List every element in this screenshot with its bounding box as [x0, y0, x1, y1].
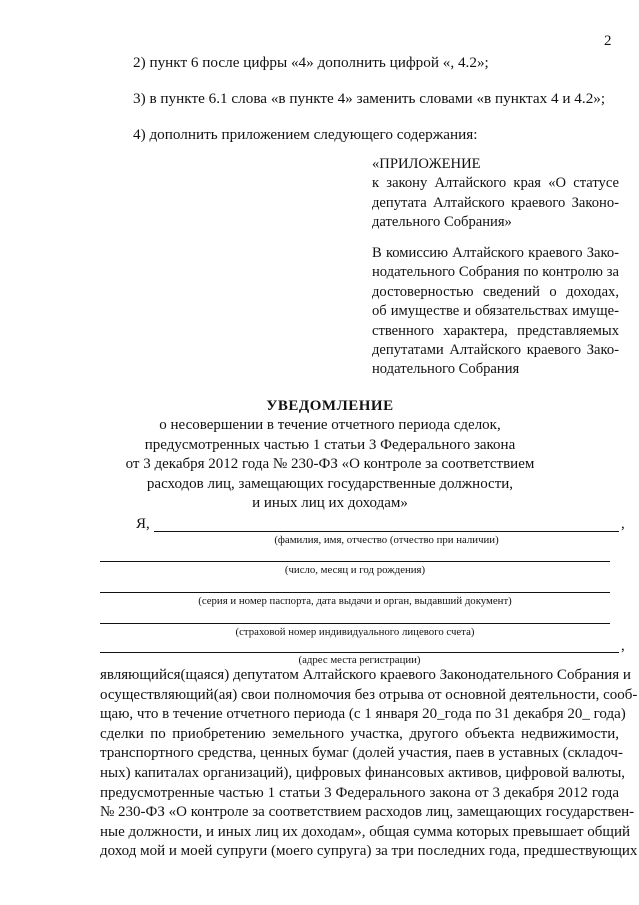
birth-date-field[interactable]	[100, 561, 610, 562]
body-line: являющийся(щаяся) депутатом Алтайского краевого Законодательного Собрания и	[100, 667, 631, 683]
full-name-caption: (фамилия, имя, отчество (отчество при наличии)	[274, 534, 499, 546]
body-line: осуществляющий(ая) свои полномочия без отрыва от основной деятельности, сооб-	[100, 686, 638, 703]
appendix-line: депутата Алтайского краевого Законо-	[372, 194, 619, 211]
notice-heading	[120, 397, 540, 513]
notice-subtitle-line: предусмотренных частью 1 статьи 3 Федерального закона	[144, 436, 516, 453]
body-line: ных) капиталах организаций), цифровых финансовых активов, цифровой валюты,	[100, 764, 626, 781]
notice-subtitle-line: от 3 декабря 2012 года № 230-ФЗ «О контроле за соответствием	[125, 456, 535, 473]
page-number: 2	[604, 33, 612, 49]
passport-field[interactable]	[100, 592, 610, 593]
body-line: щаю, что в течение отчетного периода (с 1 января 20_года по 31 декабря 20_ года)	[100, 706, 626, 723]
addressee-line: нодательного Собрания	[372, 361, 520, 378]
appendix-line: к закону Алтайского края «О статусе	[372, 175, 619, 192]
addressee-block	[372, 244, 619, 380]
amendment-item-2: 2) пункт 6 после цифры «4» дополнить цифрой «, 4.2»;	[133, 54, 489, 71]
insurance-number-field[interactable]	[100, 623, 610, 624]
notice-subtitle-line: о несовершении в течение отчетного периода сделок,	[159, 417, 501, 434]
addressee-line: достоверностью сведений о доходах,	[372, 283, 619, 300]
pronoun-label: Я,	[136, 516, 150, 532]
addressee-line: нодательного Собрания по контролю за	[372, 264, 619, 281]
notice-title: УВЕДОМЛЕНИЕ	[266, 398, 394, 414]
appendix-header	[372, 155, 619, 233]
field-comma: ,	[621, 516, 625, 532]
addressee-line: об имуществе и обязательствах имуще-	[372, 303, 619, 320]
addressee-line: ственного характера, представляемых	[372, 322, 619, 339]
appendix-line: дательного Собрания»	[372, 214, 512, 231]
notice-subtitle-line: и иных лиц их доходам»	[252, 495, 408, 512]
body-line: ные должности, и иных лиц их доходам», общая сумма которых превышает общий	[100, 823, 631, 840]
notice-subtitle-line: расходов лиц, замещающих государственные должности,	[146, 475, 514, 492]
registration-address-caption: (адрес места регистрации)	[298, 654, 421, 666]
body-line: транспортного средства, ценных бумаг (долей участия, паев в уставных (складоч-	[100, 745, 623, 762]
body-line: доход мой и моей супруги (моего супруга) за три последних года, предшествующих	[100, 843, 638, 860]
body-line: № 230-ФЗ «О контроле за соответствием расходов лиц, замещающих государствен-	[100, 804, 635, 821]
amendment-item-3: 3) в пункте 6.1 слова «в пункте 4» заменить словами «в пунктах 4 и 4.2»;	[133, 90, 606, 107]
insurance-number-caption: (страховой номер индивидуального лицевого счета)	[235, 626, 475, 638]
registration-address-field[interactable]	[100, 652, 619, 653]
body-line: предусмотренные частью 1 статьи 3 Федерального закона от 3 декабря 2012 года	[100, 784, 619, 801]
addressee-line: депутатами Алтайского краевого Зако-	[372, 341, 619, 358]
addressee-line: В комиссию Алтайского краевого Зако-	[372, 245, 619, 261]
amendment-item-4: 4) дополнить приложением следующего содержания:	[133, 126, 478, 143]
body-line: сделки по приобретению земельного участка, другого объекта недвижимости,	[100, 725, 619, 742]
birth-date-caption: (число, месяц и год рождения)	[284, 564, 426, 576]
appendix-line: «ПРИЛОЖЕНИЕ	[372, 156, 481, 172]
passport-caption: (серия и номер паспорта, дата выдачи и орган, выдавший документ)	[198, 595, 512, 607]
field-comma: ,	[621, 638, 625, 654]
full-name-field[interactable]	[154, 531, 619, 532]
notice-body	[100, 666, 638, 862]
